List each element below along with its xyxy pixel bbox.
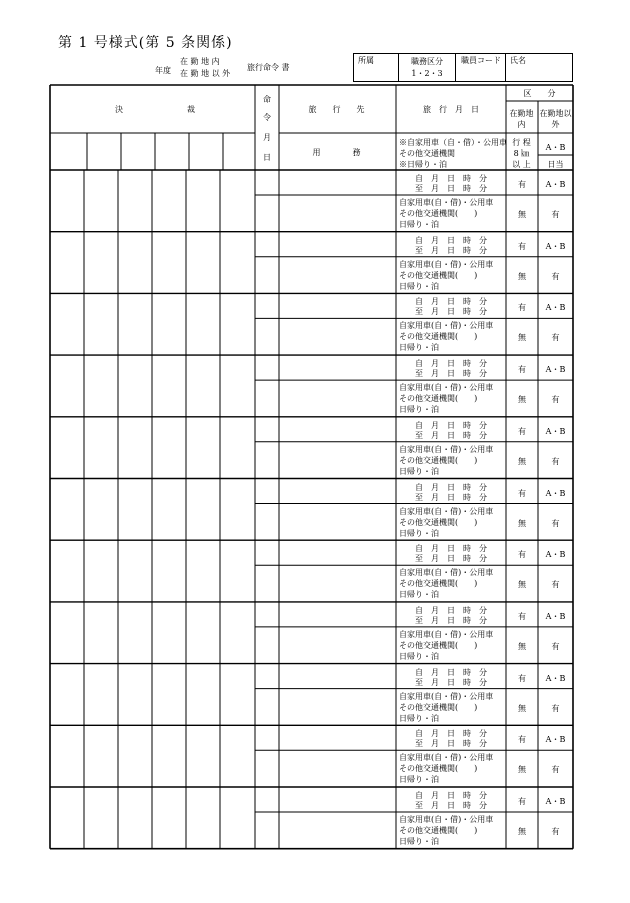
day-trip-overnight: 日帰り・泊: [399, 466, 439, 476]
in-area-yes: 有: [518, 303, 526, 313]
in-area-yes: 有: [518, 735, 526, 745]
day-trip-overnight: 日帰り・泊: [399, 590, 439, 600]
in-area-no: 無: [518, 765, 526, 775]
transport-note-1: ※自家用車（自・借）・公用車: [399, 138, 507, 147]
outside-area-yes: 有: [551, 827, 560, 836]
outside-area-yes: 有: [551, 271, 560, 281]
distance-line-1: 行 程: [512, 138, 531, 147]
outside-area-yes: 有: [551, 703, 560, 713]
day-trip-overnight: 日帰り・泊: [399, 220, 439, 229]
in-area-no: 無: [518, 456, 526, 466]
distance-line-2: 8 ㎞: [513, 149, 530, 158]
job-class-label: 職務区分: [411, 57, 443, 66]
travel-from-time: 自 月 日 時 分: [415, 482, 487, 492]
in-area-no: 無: [518, 827, 526, 836]
travel-to-time: 至 月 日 時 分: [415, 430, 487, 440]
transport-mode: 自家用車(自・借)・公用車: [399, 691, 494, 701]
day-trip-overnight: 日帰り・泊: [399, 343, 439, 353]
travel-from-time: 自 月 日 時 分: [415, 420, 487, 430]
outside-area-yes: 有: [551, 395, 560, 405]
daily-allowance-header: 日当: [547, 160, 564, 169]
other-transport: その他交通機関( ): [399, 702, 478, 712]
grade-ab: A・B: [545, 611, 566, 621]
grade-ab: A・B: [545, 180, 566, 189]
travel-to-time: 至 月 日 時 分: [415, 307, 487, 317]
in-area-yes: 有: [518, 611, 526, 621]
destination-header: 旅 行 先: [308, 105, 365, 114]
job-class-values: 1・2・3: [411, 69, 443, 78]
in-area-no: 無: [518, 333, 526, 343]
in-area-yes: 有: [518, 426, 526, 436]
outside-area-yes: 有: [551, 333, 560, 343]
order-day-char-1: 命: [263, 95, 271, 104]
in-area-yes: 有: [518, 797, 526, 806]
day-trip-overnight: 日帰り・泊: [399, 775, 439, 785]
in-area-no: 無: [518, 210, 526, 219]
scope-in-area: 在 勤 地 内: [180, 57, 220, 66]
transport-mode: 自家用車(自・借)・公用車: [399, 321, 494, 331]
other-transport: その他交通機関( ): [399, 270, 478, 280]
transport-mode: 自家用車(自・借)・公用車: [399, 506, 494, 516]
in-area-no: 無: [518, 580, 526, 590]
outside-area-yes: 有: [551, 580, 560, 590]
outside-area-header: 在勤地以外: [539, 109, 572, 129]
outside-area-yes: 有: [551, 210, 560, 219]
travel-from-time: 自 月 日 時 分: [415, 791, 487, 800]
other-transport: その他交通機関( ): [399, 517, 478, 527]
grade-ab: A・B: [545, 488, 566, 498]
travel-from-time: 自 月 日 時 分: [415, 605, 487, 615]
form-title: 第 1 号様式(第 5 条関係): [58, 35, 233, 51]
grade-ab: A・B: [545, 673, 566, 683]
travel-from-time: 自 月 日 時 分: [415, 544, 487, 554]
in-area-no: 無: [518, 518, 526, 528]
in-area-yes: 有: [518, 673, 526, 683]
grade-ab: A・B: [545, 241, 566, 251]
outside-area-yes: 有: [551, 765, 560, 775]
travel-from-time: 自 月 日 時 分: [415, 729, 487, 739]
grade-ab: A・B: [545, 550, 566, 560]
outside-area-yes: 有: [551, 518, 560, 528]
staff-code-label: 職員コード: [461, 56, 501, 65]
transport-mode: 自家用車(自・借)・公用車: [399, 815, 494, 824]
transport-mode: 自家用車(自・借)・公用車: [399, 259, 494, 269]
in-area-yes: 有: [518, 550, 526, 560]
in-area-yes: 有: [518, 180, 526, 189]
name-label: 氏名: [510, 56, 526, 65]
other-transport: その他交通機関( ): [399, 640, 478, 650]
in-area-no: 無: [518, 395, 526, 405]
document-name: 旅行命令 書: [247, 63, 290, 72]
other-transport: その他交通機関( ): [399, 394, 478, 404]
travel-from-time: 自 月 日 時 分: [415, 235, 487, 245]
transport-mode: 自家用車(自・借)・公用車: [399, 383, 494, 393]
other-transport: その他交通機関( ): [399, 579, 478, 589]
other-transport: その他交通機関( ): [399, 209, 478, 218]
in-area-yes: 有: [518, 365, 526, 375]
travel-from-time: 自 月 日 時 分: [415, 174, 487, 183]
day-trip-overnight: 日帰り・泊: [399, 281, 439, 291]
transport-note-2: その他交通機関: [399, 149, 455, 158]
affiliation-label: 所属: [358, 56, 374, 65]
order-day-char-2: 令: [263, 113, 271, 122]
purpose-header: 用 務: [312, 148, 361, 157]
distance-line-3: 以 上: [512, 160, 531, 169]
outside-area-yes: 有: [551, 456, 560, 466]
travel-to-time: 至 月 日 時 分: [415, 615, 487, 625]
travel-from-time: 自 月 日 時 分: [415, 359, 487, 369]
in-area-no: 無: [518, 271, 526, 281]
transport-mode: 自家用車(自・借)・公用車: [399, 629, 494, 639]
transport-mode: 自家用車(自・借)・公用車: [399, 198, 494, 207]
day-trip-overnight: 日帰り・泊: [399, 713, 439, 723]
travel-to-time: 至 月 日 時 分: [415, 492, 487, 502]
scope-outside-area: 在 勤 地 以 外: [180, 69, 231, 78]
other-transport: その他交通機関( ): [399, 332, 478, 342]
day-trip-overnight: 日帰り・泊: [399, 528, 439, 538]
transport-mode: 自家用車(自・借)・公用車: [399, 444, 494, 454]
order-day-char-3: 月: [263, 133, 271, 142]
travel-from-time: 自 月 日 時 分: [415, 667, 487, 677]
transport-note-3: ※日帰り・泊: [399, 160, 447, 169]
outside-area-yes: 有: [551, 641, 560, 651]
grade-ab: A・B: [545, 365, 566, 375]
other-transport: その他交通機関( ): [399, 826, 478, 835]
travel-to-time: 至 月 日 時 分: [415, 554, 487, 564]
other-transport: その他交通機関( ): [399, 455, 478, 465]
grade-ab: A・B: [545, 797, 566, 806]
order-day-char-4: 日: [263, 153, 271, 162]
travel-to-time: 至 月 日 時 分: [415, 677, 487, 687]
in-area-no: 無: [518, 703, 526, 713]
day-trip-overnight: 日帰り・泊: [399, 837, 439, 846]
category-header: 区 分: [523, 89, 556, 98]
transport-mode: 自家用車(自・借)・公用車: [399, 753, 494, 763]
day-trip-overnight: 日帰り・泊: [399, 405, 439, 415]
in-area-yes: 有: [518, 241, 526, 251]
day-trip-overnight: 日帰り・泊: [399, 651, 439, 661]
travel-to-time: 至 月 日 時 分: [415, 801, 487, 810]
other-transport: その他交通機関( ): [399, 764, 478, 774]
approval-header: 決 裁: [115, 105, 195, 114]
grade-ab: A・B: [545, 426, 566, 436]
travel-to-time: 至 月 日 時 分: [415, 369, 487, 379]
in-area-yes: 有: [518, 488, 526, 498]
in-area-no: 無: [518, 641, 526, 651]
travel-datetime-header: 旅 行 月 日: [423, 105, 479, 114]
travel-to-time: 至 月 日 時 分: [415, 245, 487, 255]
travel-to-time: 至 月 日 時 分: [415, 184, 487, 193]
year-label: 年度: [155, 66, 171, 75]
header-grade: A・B: [545, 143, 566, 152]
grade-ab: A・B: [545, 735, 566, 745]
in-area-header: 在勤地内: [509, 109, 534, 129]
grade-ab: A・B: [545, 303, 566, 313]
transport-mode: 自家用車(自・借)・公用車: [399, 568, 494, 578]
travel-from-time: 自 月 日 時 分: [415, 297, 487, 307]
travel-to-time: 至 月 日 時 分: [415, 739, 487, 749]
